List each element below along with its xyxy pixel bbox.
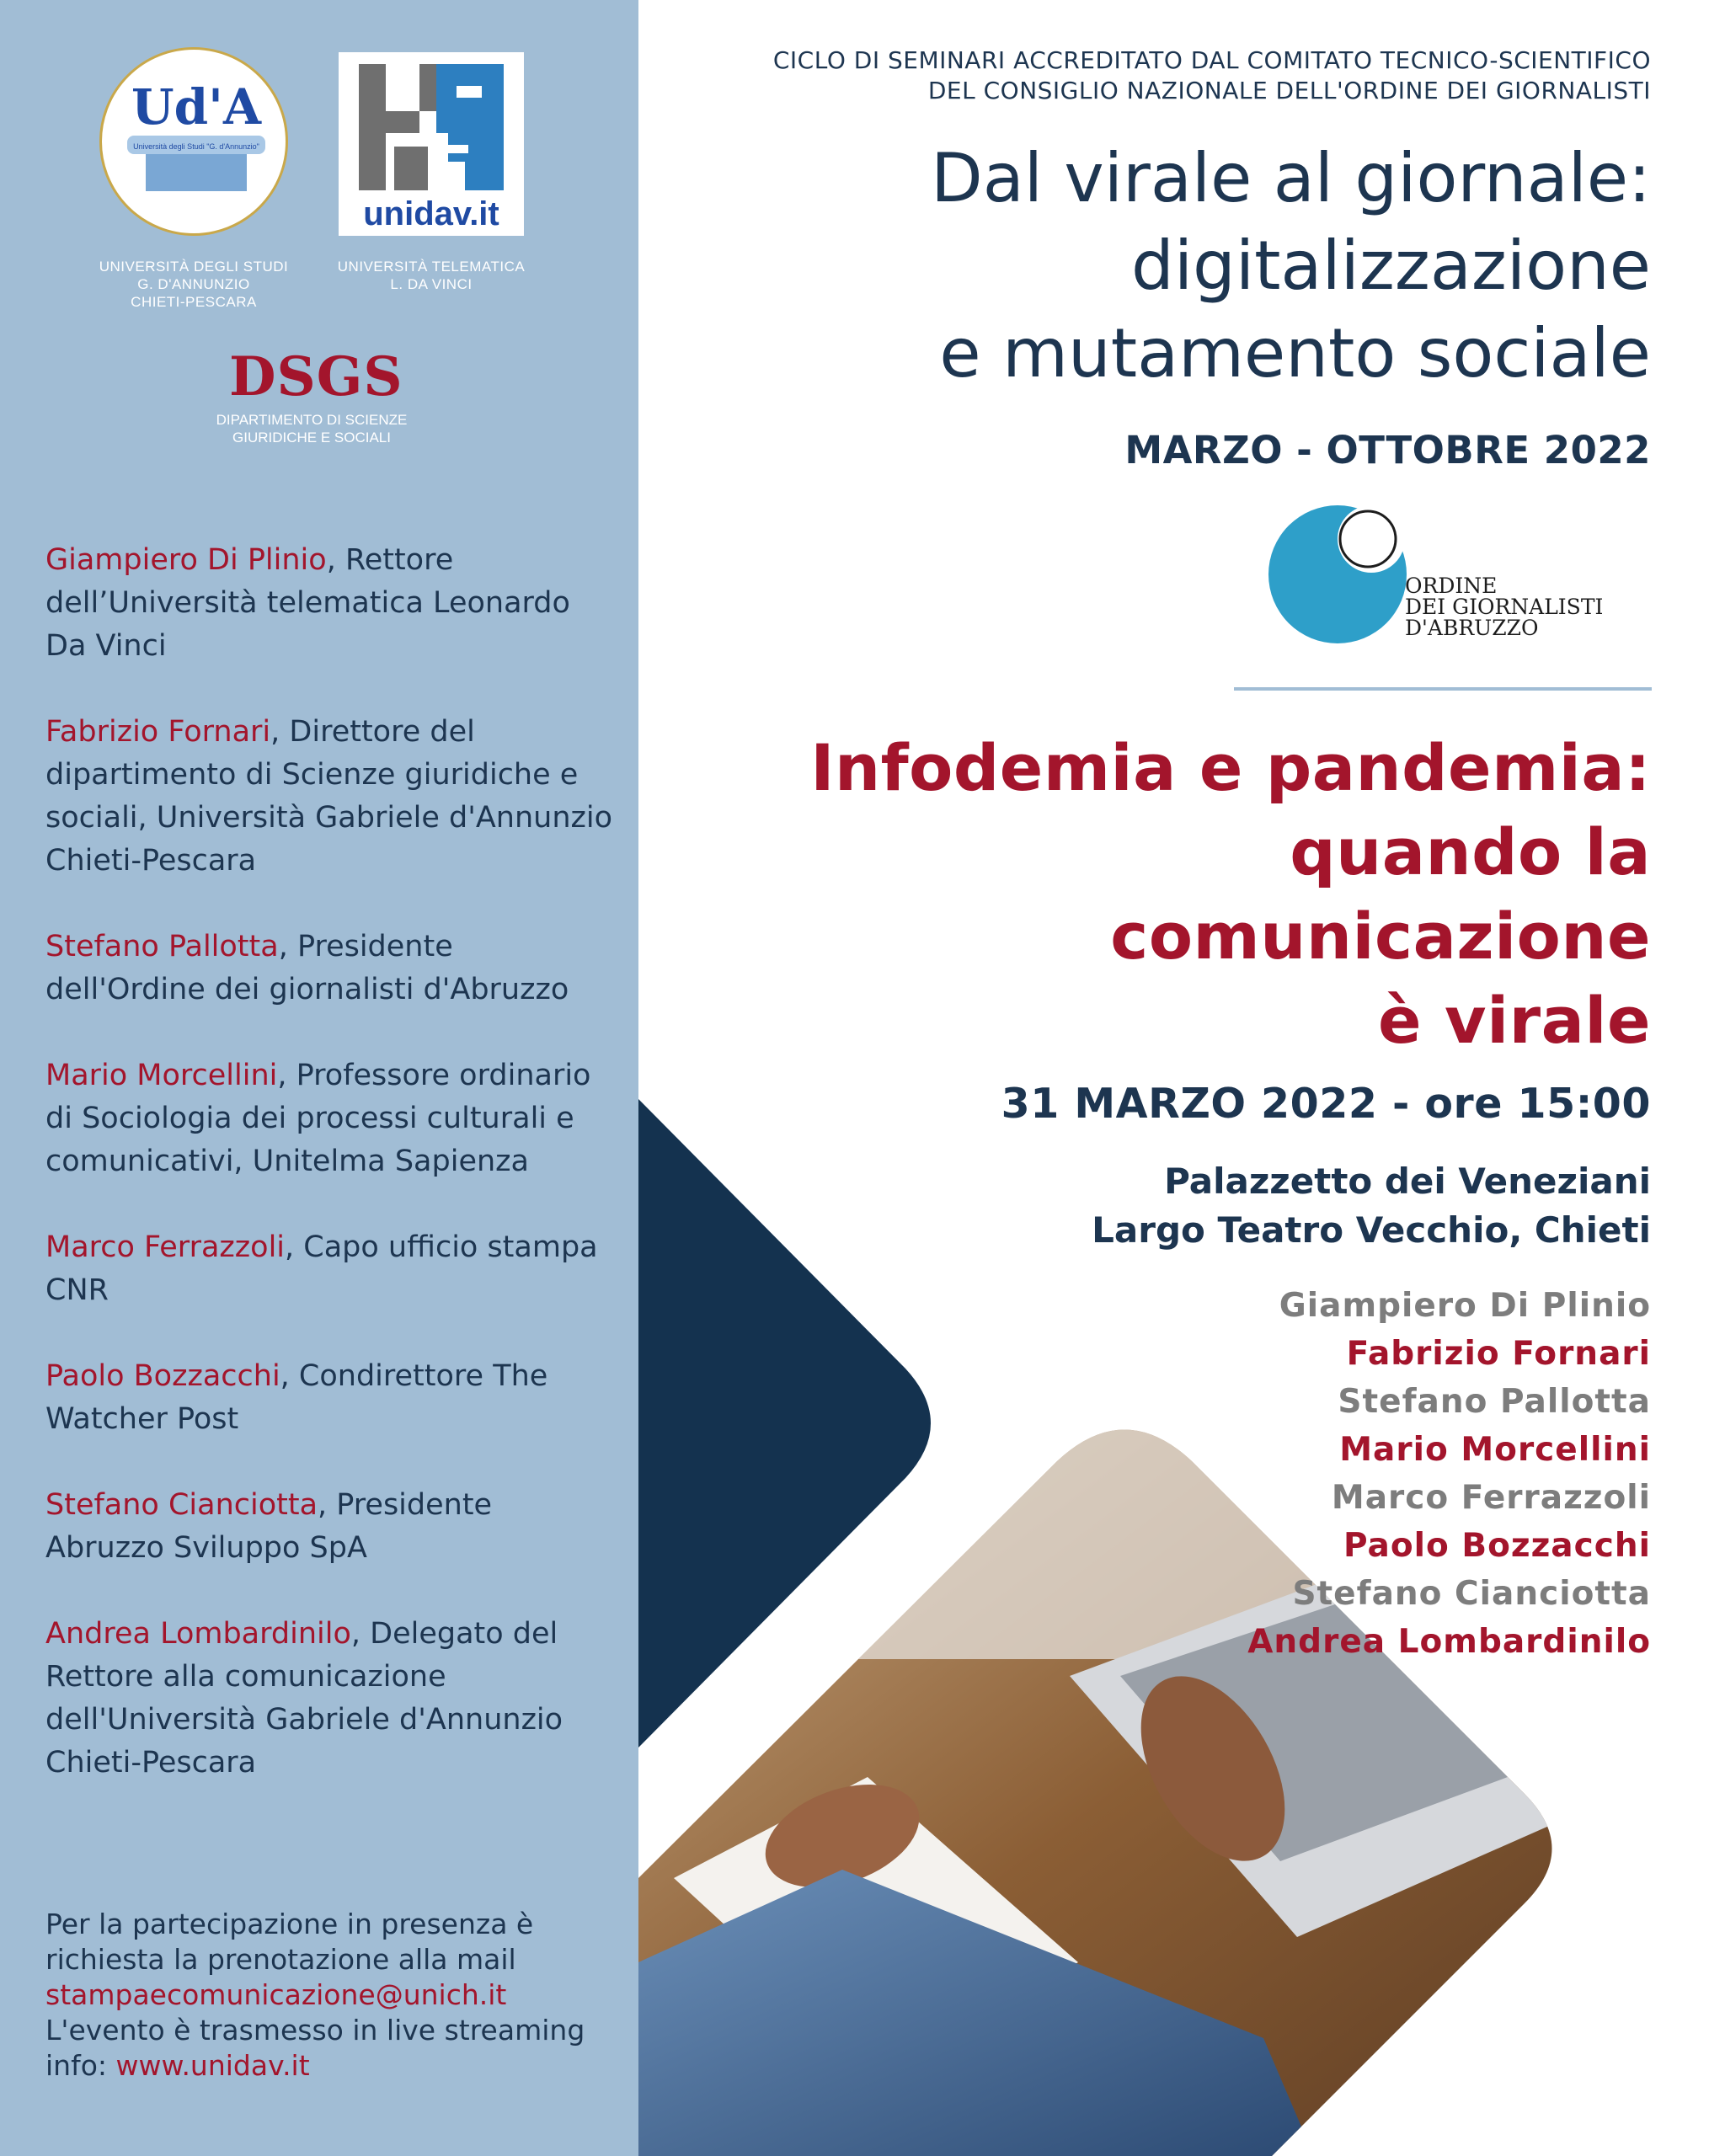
event-title: Infodemia e pandemia: quando la comunicazione è virale <box>810 730 1651 1058</box>
speaker-role: , Condirettore The Watcher Post <box>45 1359 548 1436</box>
speaker-role: , Presidente Abruzzo Sviluppo SpA <box>45 1488 493 1565</box>
website-link[interactable]: www.unidav.it <box>115 2049 310 2082</box>
odg-logo-text: ORDINE <box>1405 574 1498 598</box>
svg-text:DEI GIORNALISTI: DEI GIORNALISTI <box>1405 595 1604 619</box>
speaker-name: Mario Morcellini <box>45 1059 278 1092</box>
unidav-logo-text: unidav.it <box>363 195 499 232</box>
speaker-name-right: Marco Ferrazzoli <box>1331 1479 1651 1517</box>
dsgs-caption: DIPARTIMENTO DI SCIENZE GIURIDICHE E SOCIALI <box>216 412 408 446</box>
speaker-name-right: Mario Morcellini <box>1339 1431 1651 1469</box>
uda-caption: UNIVERSITÀ DEGLI STUDI G. D'ANNUNZIO CHIETI-PESCARA <box>99 259 289 310</box>
speaker-name: Fabrizio Fornari <box>45 715 271 749</box>
speaker-name-right: Giampiero Di Plinio <box>1279 1287 1651 1325</box>
seminar-title: Dal virale al giornale: digitalizzazione e mutamento sociale <box>931 139 1651 392</box>
reservation-note: Per la partecipazione in presenza è richiesta la prenotazione alla mail <box>45 1908 534 1976</box>
info-label: info: <box>45 2049 116 2082</box>
speaker-entry <box>45 711 618 883</box>
speaker-name-right: Stefano Cianciotta <box>1292 1575 1651 1613</box>
speaker-names-list <box>1247 1282 1651 1666</box>
speaker-role: , Presidente dell'Ordine dei giornalisti d'Abruzzo <box>45 930 569 1006</box>
speaker-name-right: Fabrizio Fornari <box>1346 1335 1651 1373</box>
speaker-entry <box>45 539 618 668</box>
uda-logo-text: Ud'A <box>131 78 261 136</box>
svg-text:D'ABRUZZO: D'ABRUZZO <box>1405 616 1539 640</box>
speakers-list <box>45 539 618 1828</box>
speaker-entry <box>45 1226 618 1312</box>
seminar-period: MARZO - OTTOBRE 2022 <box>1124 428 1651 472</box>
unidav-logo <box>339 52 524 236</box>
speaker-entry <box>45 926 618 1011</box>
email-link[interactable]: stampaecomunicazione@unich.it <box>45 1978 507 2011</box>
dsgs-logo: DSGS <box>229 345 403 408</box>
accreditation-text: CICLO DI SEMINARI ACCREDITATO DAL COMITATO TECNICO-SCIENTIFICO DEL CONSIGLIO NAZIONALE DELL'ORDINE DEI GIORNALISTI <box>772 46 1651 104</box>
speaker-name: Andrea Lombardinilo <box>45 1617 351 1651</box>
footer-note <box>45 1907 618 2084</box>
speaker-entry <box>45 1484 618 1570</box>
speaker-role: , Delegato del Rettore alla comunicazione dell'Università Gabriele d'Annunzio Chieti-Pescara <box>45 1617 563 1780</box>
event-date: 31 MARZO 2022 - ore 15:00 <box>1001 1080 1651 1128</box>
divider-line <box>1234 687 1652 691</box>
odg-logo <box>1263 504 1651 647</box>
speaker-role: , Rettore dell’Università telematica Leonardo Da Vinci <box>45 543 570 663</box>
uda-logo <box>99 47 288 236</box>
speaker-name: Stefano Cianciotta <box>45 1488 318 1522</box>
speaker-name: Marco Ferrazzoli <box>45 1230 286 1264</box>
speaker-name-right: Stefano Pallotta <box>1338 1383 1651 1421</box>
speaker-role: , Capo ufficio stampa CNR <box>45 1230 598 1307</box>
speaker-name-right: Paolo Bozzacchi <box>1343 1527 1651 1565</box>
event-venue: Palazzetto dei Veneziani Largo Teatro Vecchio, Chieti <box>1092 1161 1651 1251</box>
speaker-name: Giampiero Di Plinio <box>45 543 327 577</box>
streaming-note: L'evento è trasmesso in live streaming <box>45 2014 585 2047</box>
speaker-entry <box>45 1613 618 1785</box>
speaker-role: , Professore ordinario di Sociologia dei processi culturali e comunicativi, Unitelma Sapienza <box>45 1059 591 1178</box>
unidav-caption: UNIVERSITÀ TELEMATICA L. DA VINCI <box>337 259 526 292</box>
uda-ring-text: Università degli Studi "G. d'Annunzio" <box>133 142 259 151</box>
speaker-name: Stefano Pallotta <box>45 930 279 963</box>
speaker-entry <box>45 1355 618 1441</box>
speaker-name: Paolo Bozzacchi <box>45 1359 280 1393</box>
speaker-name-right: Andrea Lombardinilo <box>1247 1623 1651 1661</box>
speaker-role: , Direttore del dipartimento di Scienze giuridiche e sociali, Università Gabriele d'Annunzio Chieti-Pescara <box>45 715 613 878</box>
speaker-entry <box>45 1054 618 1183</box>
